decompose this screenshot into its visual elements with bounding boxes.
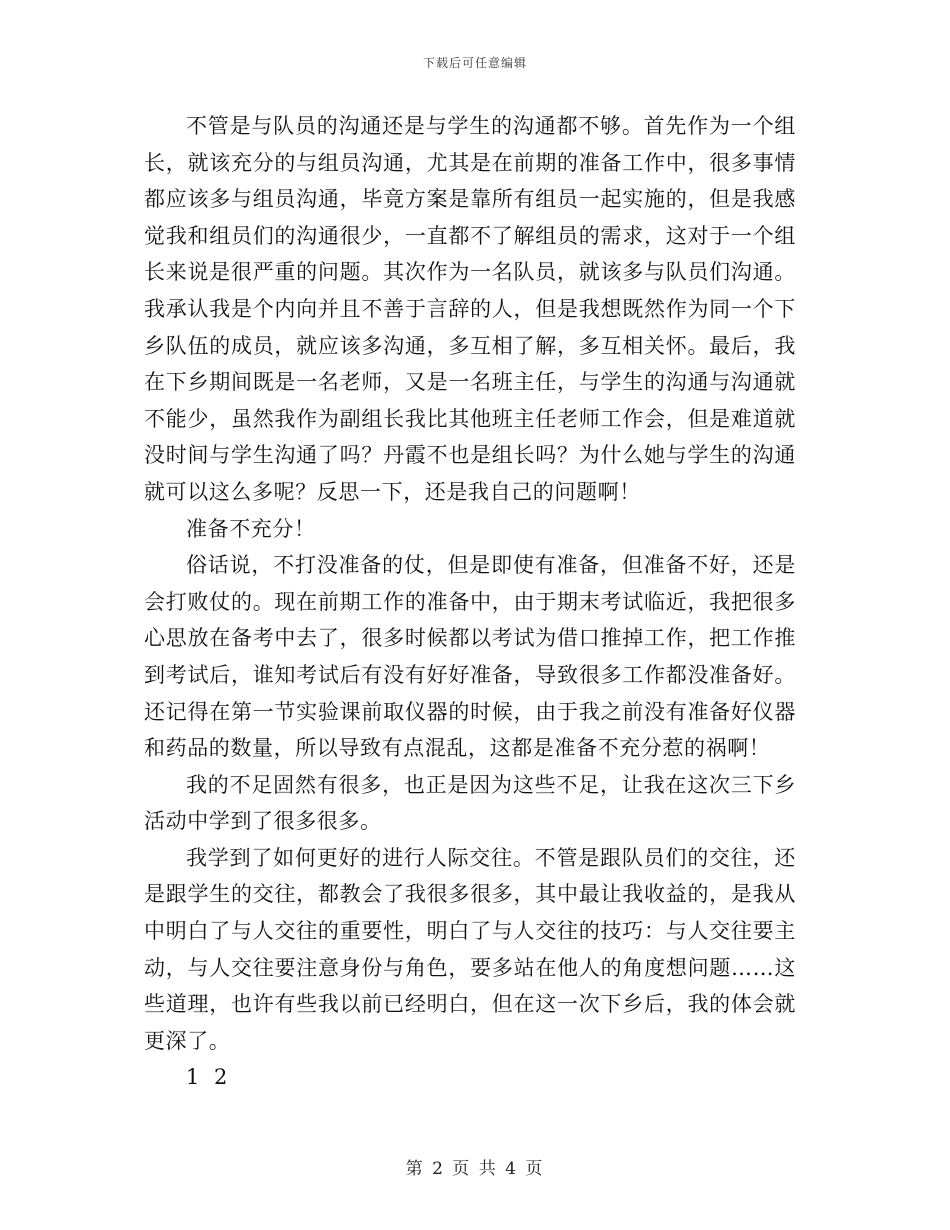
- paragraph-interpersonal: 我学到了如何更好的进行人际交往。不管是跟队员们的交往，还是跟学生的交往，都教会了我很多很多，其中最让我收益的，是我从中明白了与人交往的重要性，明白了与人交往的技巧：与人交往要主动，与人交往要注意身份与角色，要多站在他人的角度想问题……这些道理，也许有些我以前已经明白，但在这一次下乡后，我的体会就更深了。: [144, 845, 796, 1053]
- paragraph-shortcomings: 我的不足固然有很多，也正是因为这些不足，让我在这次三下乡活动中学到了很多很多。: [144, 772, 796, 834]
- paragraph-communication: 不管是与队员的沟通还是与学生的沟通都不够。首先作为一个组长，就该充分的与组员沟通，尤其是在前期的准备工作中，很多事情都应该多与组员沟通，毕竟方案是靠所有组员一起实施的，但是我感觉我和组员们的沟通很少，一直都不了解组员的需求，这对于一个组长来说是很严重的问题。其次作为一名队员，就该多与队员们沟通。我承认我是个内向并且不善于言辞的人，但是我想既然作为同一个下乡队伍的成员，就应该多沟通，多互相了解，多互相关怀。最后，我在下乡期间既是一名老师，又是一名班主任，与学生的沟通与沟通就不能少，虽然我作为副组长我比其他班主任老师工作会，但是难道就没时间与学生沟通了吗？丹霞不也是组长吗？为什么她与学生的沟通就可以这么多呢？反思一下，还是我自己的问题啊！: [144, 114, 796, 504]
- page-footer: 第 2 页 共 4 页: [405, 1159, 545, 1179]
- paragraph-heading-preparation: 准备不充分！: [186, 516, 316, 541]
- document-body: [144, 108, 796, 1096]
- paragraph-numbering: 1 2: [186, 1065, 232, 1090]
- paragraph-preparation: 俗话说，不打没准备的仗，但是即使有准备，但准备不好，还是会打败仗的。现在前期工作的准备中，由于期末考试临近，我把很多心思放在备考中去了，很多时候都以考试为借口推掉工作，把工作推到考试后，谁知考试后有没有好好准备，导致很多工作都没准备好。还记得在第一节实验课前取仪器的时候，由于我之前没有准备好仪器和药品的数量，所以导致有点混乱，这都是准备不充分惹的祸啊！: [144, 553, 796, 761]
- page-header: 下载后可任意编辑: [422, 56, 527, 70]
